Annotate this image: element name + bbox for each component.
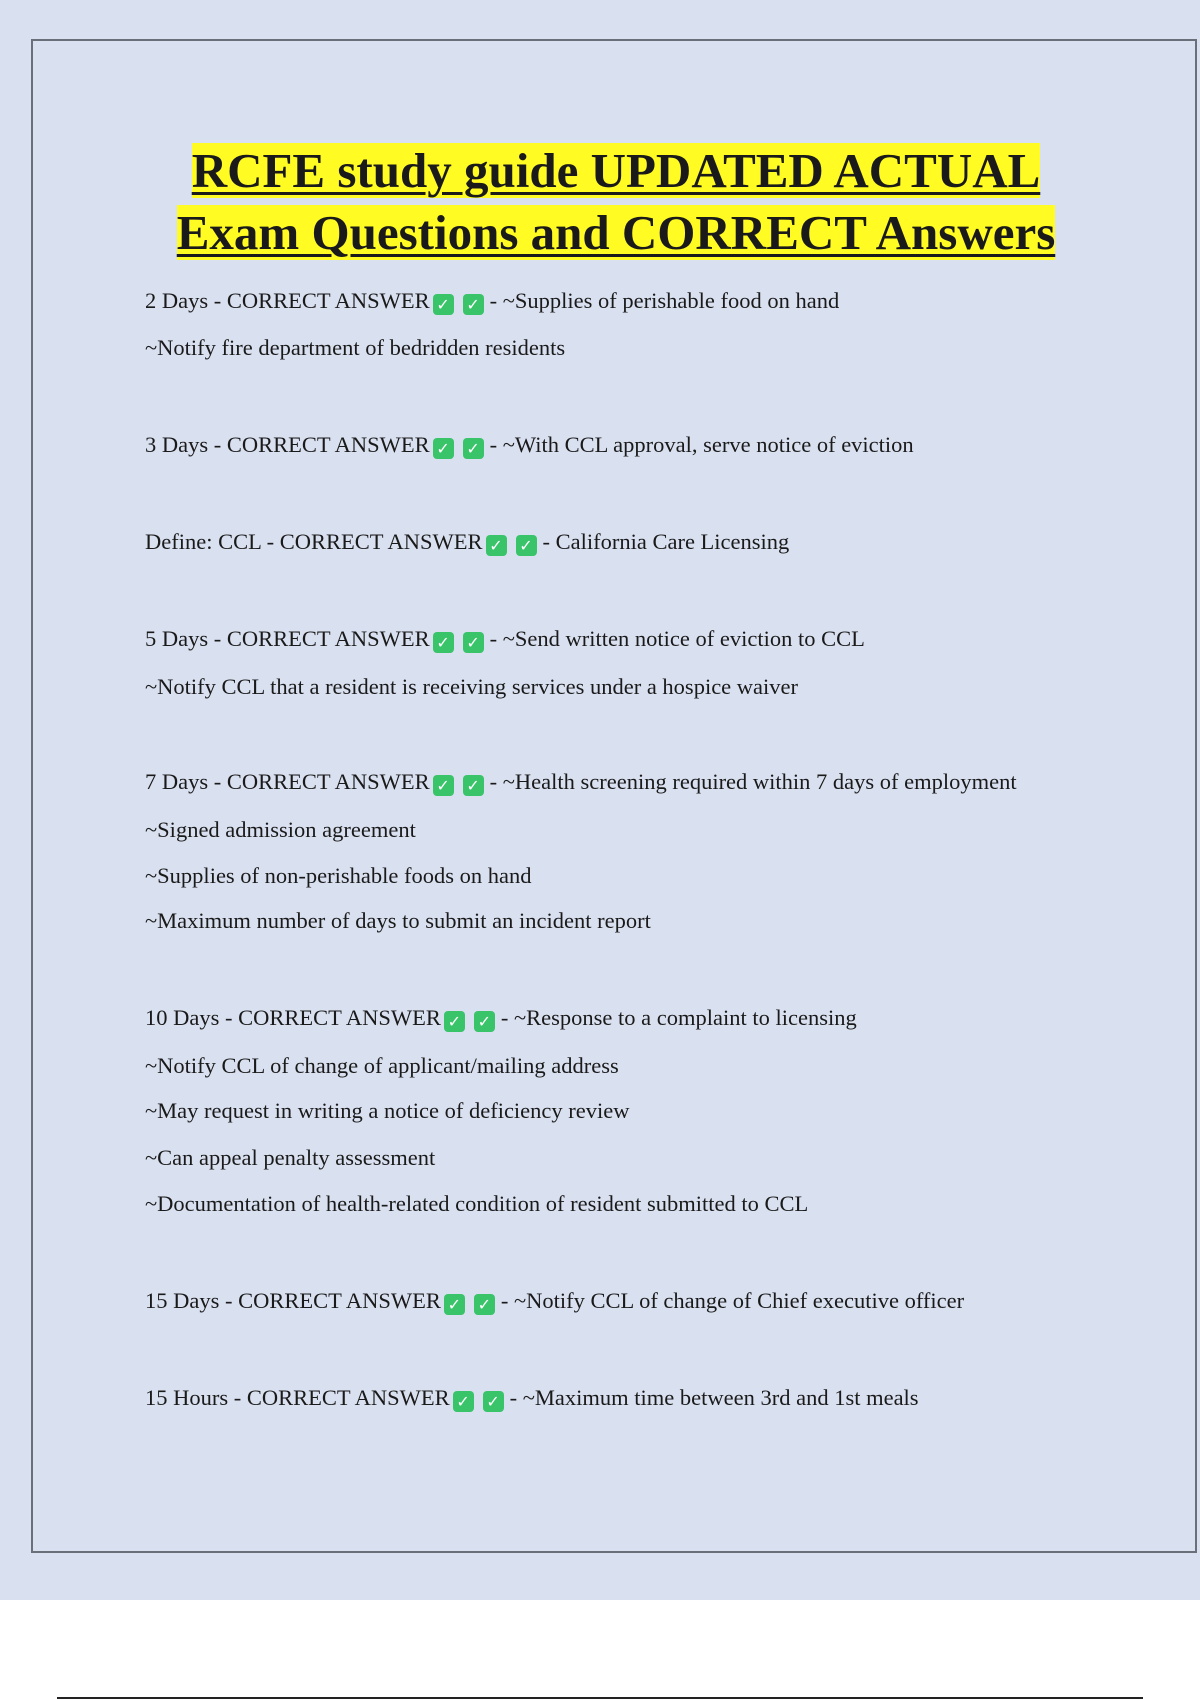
qa-line	[145, 624, 865, 654]
check-icon: ✓	[463, 632, 484, 653]
qa-extra-line: ~Can appeal penalty assessment	[145, 1145, 436, 1170]
title-line-2: Exam Questions and CORRECT Answers	[176, 205, 1056, 260]
check-icon: ✓	[433, 294, 454, 315]
check-icon: ✓	[433, 632, 454, 653]
check-icon: ✓	[516, 535, 537, 556]
qa-line	[145, 527, 789, 557]
check-icon: ✓	[433, 775, 454, 796]
qa-term: 10 Days - CORRECT ANSWER	[145, 1005, 441, 1030]
qa-extra-line: ~Signed admission agreement	[145, 817, 416, 842]
qa-line	[145, 767, 1017, 797]
qa-line	[145, 430, 914, 460]
qa-line	[145, 286, 839, 316]
document-title	[0, 140, 1200, 264]
qa-extra-line: ~Notify fire department of bedridden residents	[145, 335, 566, 360]
check-icon: ✓	[444, 1011, 465, 1032]
qa-extra-line: ~Maximum number of days to submit an incident report	[145, 908, 651, 933]
check-icon: ✓	[474, 1294, 495, 1315]
footer-divider	[57, 1697, 1143, 1699]
qa-term: 3 Days - CORRECT ANSWER	[145, 432, 430, 457]
qa-extra-line: ~Notify CCL that a resident is receiving services under a hospice waiver	[145, 674, 799, 699]
qa-answer: - ~Maximum time between 3rd and 1st meals	[509, 1385, 919, 1410]
qa-term: 2 Days - CORRECT ANSWER	[145, 288, 430, 313]
qa-line	[145, 1383, 919, 1413]
qa-term: 15 Hours - CORRECT ANSWER	[145, 1385, 450, 1410]
check-icon: ✓	[463, 438, 484, 459]
qa-answer: - California Care Licensing	[542, 529, 790, 554]
qa-extra-line: ~May request in writing a notice of deficiency review	[145, 1098, 630, 1123]
title-line-1: RCFE study guide UPDATED ACTUAL	[191, 143, 1041, 198]
qa-extra-line: ~Notify CCL of change of applicant/mailing address	[145, 1053, 619, 1078]
qa-term: 7 Days - CORRECT ANSWER	[145, 769, 430, 794]
qa-answer: - ~Supplies of perishable food on hand	[489, 288, 840, 313]
qa-line	[145, 1286, 964, 1316]
qa-term: Define: CCL - CORRECT ANSWER	[145, 529, 483, 554]
qa-answer: - ~Health screening required within 7 days of employment	[489, 769, 1017, 794]
qa-answer: - ~With CCL approval, serve notice of eviction	[489, 432, 914, 457]
qa-term: 15 Days - CORRECT ANSWER	[145, 1288, 441, 1313]
qa-term: 5 Days - CORRECT ANSWER	[145, 626, 430, 651]
qa-line	[145, 1003, 857, 1033]
qa-answer: - ~Notify CCL of change of Chief executive officer	[500, 1288, 965, 1313]
qa-answer: - ~Response to a complaint to licensing	[500, 1005, 857, 1030]
qa-extra-line: ~Supplies of non-perishable foods on hand	[145, 863, 532, 888]
check-icon: ✓	[463, 294, 484, 315]
check-icon: ✓	[483, 1391, 504, 1412]
qa-extra-line: ~Documentation of health-related condition of resident submitted to CCL	[145, 1191, 809, 1216]
check-icon: ✓	[486, 535, 507, 556]
check-icon: ✓	[444, 1294, 465, 1315]
qa-answer: - ~Send written notice of eviction to CCL	[489, 626, 865, 651]
check-icon: ✓	[433, 438, 454, 459]
check-icon: ✓	[453, 1391, 474, 1412]
check-icon: ✓	[463, 775, 484, 796]
check-icon: ✓	[474, 1011, 495, 1032]
